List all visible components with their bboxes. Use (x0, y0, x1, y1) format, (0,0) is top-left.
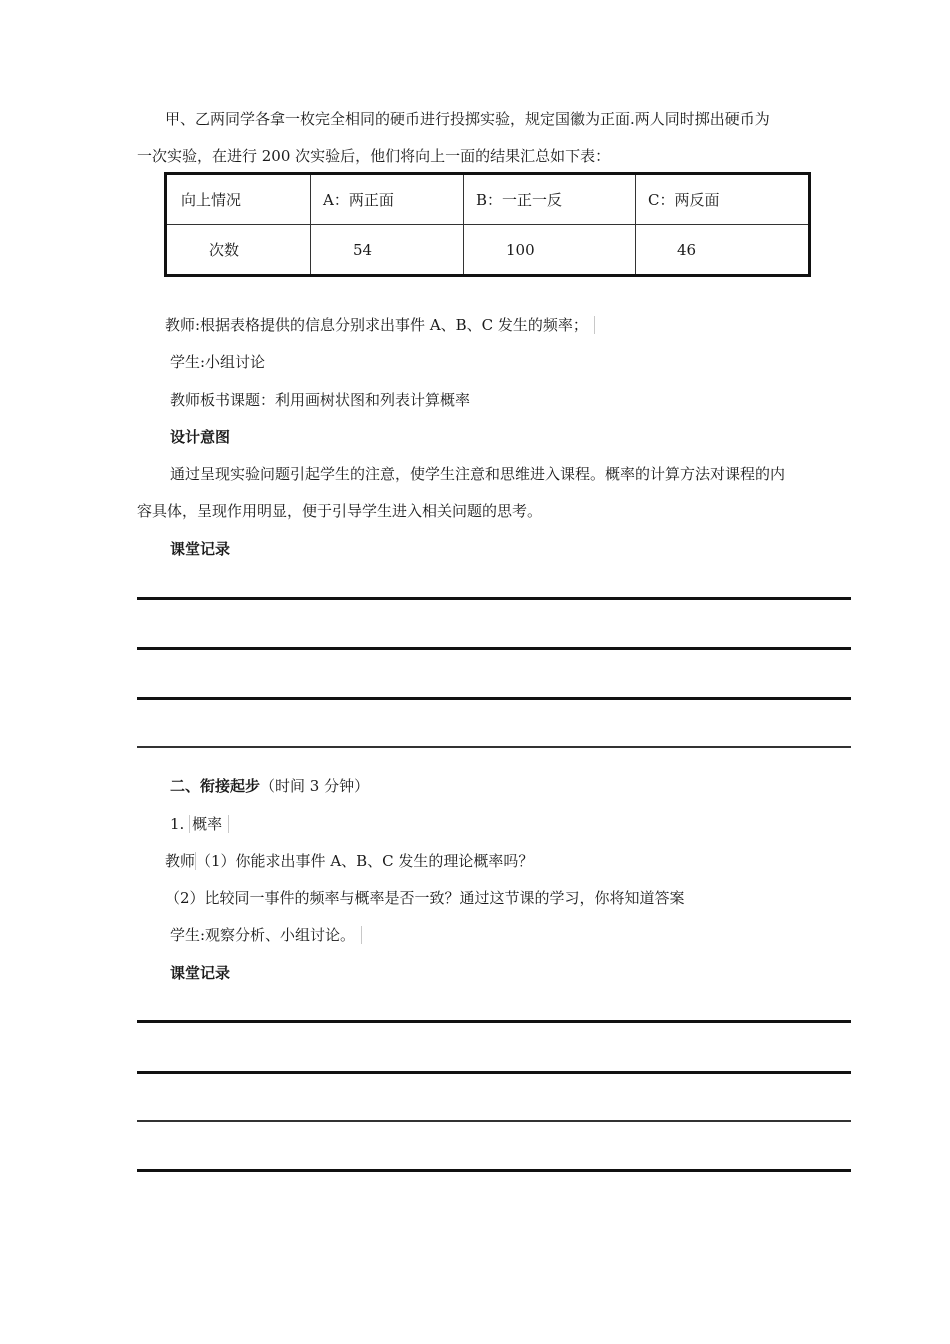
record-line (137, 647, 851, 650)
design-intent-line-2: 容具体，呈现作用明显，便于引导学生进入相关问题的思考。 (137, 502, 543, 520)
student-observation (170, 924, 362, 945)
design-intent-line-1: 通过呈现实验问题引起学生的注意，使学生注意和思维进入课程。概率的计算方法对课程的内 (170, 465, 786, 483)
record-line (137, 1020, 851, 1023)
coin-results-table (164, 172, 811, 277)
probability-item (170, 813, 229, 834)
section-2-title: 二、衔接起步 (170, 777, 261, 795)
section-2-heading (170, 775, 369, 796)
intro-paragraph-line-1: 甲、乙两同学各拿一枚完全相同的硬币进行投掷实验，规定国徽为正面.两人同时掷出硬币为 (165, 110, 770, 128)
teacher-instruction-text: 教师:根据表格提供的信息分别求出事件 A、B、C 发生的频率； (165, 316, 595, 334)
record-line (137, 1169, 851, 1172)
intro-paragraph-line-2: 一次实验，在进行 200 次实验后，他们将向上一面的结果汇总如下表： (137, 147, 611, 165)
board-title: 教师板书课题：利用画树状图和列表计算概率 (170, 391, 471, 409)
student-observation-text: 学生:观察分析、小组讨论。 (170, 926, 362, 944)
design-intent-heading: 设计意图 (170, 428, 231, 446)
item-number: 1. (170, 815, 185, 833)
table-cell: 次数 (166, 225, 311, 276)
item-label: 概率 (189, 815, 229, 833)
table-header-cell: A：两正面 (311, 174, 464, 225)
teacher-question-1 (165, 850, 533, 871)
table-header-cell: C：两反面 (636, 174, 810, 225)
table-header-row (166, 174, 810, 225)
teacher-question-2: （2）比较同一事件的频率与概率是否一致？通过这节课的学习，你将知道答案 (165, 889, 685, 907)
teacher-instruction (165, 314, 595, 335)
record-line (137, 1071, 851, 1074)
record-line (137, 746, 851, 748)
table-header-cell: 向上情况 (166, 174, 311, 225)
table-cell: 54 (311, 225, 464, 276)
section-2-time: （时间 3 分钟） (260, 777, 370, 795)
record-line (137, 597, 851, 600)
table-header-cell: B：一正一反 (464, 174, 636, 225)
record-line (137, 1120, 851, 1122)
table-cell: 46 (636, 225, 810, 276)
record-line (137, 697, 851, 700)
teacher-prefix: 教师 (165, 852, 196, 870)
student-activity: 学生:小组讨论 (170, 353, 266, 371)
table-row (166, 225, 810, 276)
class-record-heading-2: 课堂记录 (170, 964, 231, 982)
table-cell: 100 (464, 225, 636, 276)
class-record-heading: 课堂记录 (170, 540, 231, 558)
question-1-text: （1）你能求出事件 A、B、C 发生的理论概率吗？ (196, 852, 534, 870)
